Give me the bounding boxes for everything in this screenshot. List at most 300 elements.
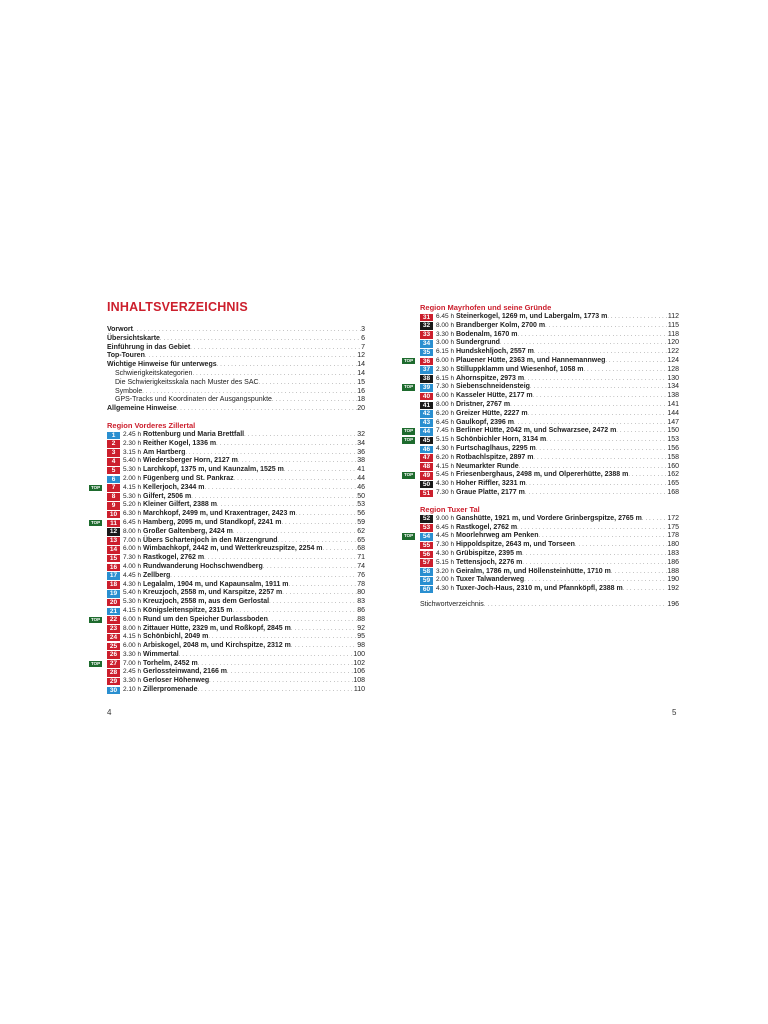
tour-entry[interactable]	[420, 419, 679, 428]
toc-entry-label: Einführung in das Gebiet	[107, 343, 191, 351]
tour-duration: 3.00 h	[436, 339, 455, 347]
top-badge: TOP	[404, 384, 414, 390]
toc-entry[interactable]	[107, 405, 365, 414]
toc-entry-label: Top-Touren	[107, 352, 145, 360]
tour-page: 165	[667, 480, 679, 488]
tour-duration: 2.00 h	[123, 474, 142, 482]
tour-entry[interactable]	[404, 471, 679, 480]
tour-entry[interactable]	[404, 356, 679, 366]
tour-entry[interactable]	[420, 375, 679, 384]
tour-number-badge: 16	[107, 564, 120, 572]
tour-page: 175	[667, 523, 679, 531]
toc-entry-label: Die Schwierigkeitsskala nach Muster des SAC	[115, 378, 259, 386]
tour-duration: 7.00 h	[123, 536, 142, 544]
tour-entry[interactable]	[107, 545, 365, 554]
tour-number-badge: 15	[107, 555, 120, 563]
tour-name: Geiralm, 1786 m, und Höllensteinhütte, 1710 m	[456, 567, 611, 575]
tour-page: 110	[353, 686, 365, 694]
tour-page: 46	[357, 483, 365, 491]
tour-duration: 6.00 h	[123, 545, 142, 553]
tour-number-badge: 38	[420, 375, 433, 383]
tour-page: 128	[667, 365, 679, 373]
tour-duration: 3.20 h	[436, 567, 455, 575]
tour-duration: 3.30 h	[123, 650, 142, 658]
tour-name: Zittauer Hütte, 2329 m, und Roßkopf, 2845 m	[143, 624, 291, 632]
left-page	[91, 300, 365, 695]
tour-number-badge: 19	[107, 590, 120, 598]
tour-duration: 4.15 h	[436, 462, 455, 470]
tour-duration: 8.00 h	[123, 527, 142, 535]
page-number-right: 5	[672, 708, 677, 717]
tour-entry[interactable]	[107, 510, 365, 519]
tour-entry[interactable]	[107, 501, 365, 510]
tour-duration: 2.30 h	[123, 439, 142, 447]
index-entry[interactable]	[420, 601, 679, 610]
tour-entry[interactable]	[420, 339, 679, 348]
tour-entry[interactable]	[107, 589, 365, 598]
tour-number-badge: 8	[107, 493, 120, 501]
front-matter-list	[107, 326, 365, 414]
tour-number-badge: 35	[420, 349, 433, 357]
tour-number-badge: 54	[420, 533, 433, 541]
tour-entry[interactable]	[91, 615, 365, 625]
toc-entry-label: Schwierigkeitskategorien	[115, 369, 193, 377]
region-heading-vorderes-zillertal: Region Vorderes Zillertal	[107, 420, 196, 430]
tour-duration: 5.20 h	[123, 501, 142, 509]
tour-number-badge: 60	[420, 586, 433, 594]
top-badge: TOP	[404, 533, 414, 539]
tour-entry[interactable]	[107, 466, 365, 475]
tour-page: 65	[357, 536, 365, 544]
toc-entry-label: Symbole	[115, 387, 143, 395]
toc-entry[interactable]	[107, 370, 365, 379]
tour-name: Rastkogel, 2762 m	[456, 523, 518, 531]
tour-entry[interactable]	[420, 322, 679, 331]
tour-entry[interactable]	[420, 401, 679, 410]
tour-page: 186	[667, 558, 679, 566]
toc-entry-page: 18	[357, 396, 365, 404]
tour-name: Hundskehljoch, 2557 m	[456, 348, 534, 356]
tour-entry[interactable]	[107, 633, 365, 642]
tour-page: 122	[667, 348, 679, 356]
tour-duration: 6.00 h	[436, 392, 455, 400]
top-badge: TOP	[91, 484, 101, 490]
tour-duration: 8.00 h	[436, 321, 455, 329]
tour-entry[interactable]	[420, 585, 679, 594]
top-badge: TOP	[404, 437, 414, 443]
tour-page: 124	[667, 356, 679, 364]
tour-entry[interactable]	[107, 625, 365, 634]
toc-entry[interactable]	[107, 335, 365, 344]
tour-entry[interactable]	[420, 392, 679, 401]
tour-name: Kreuzjoch, 2558 m, und Karspitze, 2257 m	[143, 589, 283, 597]
tour-number-badge: 33	[420, 331, 433, 339]
tour-page: 108	[353, 677, 365, 685]
tour-name: Zillerpromenade	[143, 686, 198, 694]
tour-duration: 2.00 h	[436, 576, 455, 584]
toc-title: INHALTSVERZEICHNIS	[107, 300, 248, 314]
tour-entry[interactable]	[107, 457, 365, 466]
tour-entry[interactable]	[420, 480, 679, 489]
tour-entry[interactable]	[107, 440, 365, 449]
toc-entry[interactable]	[107, 344, 365, 353]
top-badge: TOP	[404, 357, 414, 363]
tour-page: 180	[667, 541, 679, 549]
tour-number-badge: 40	[420, 393, 433, 401]
tour-name: Gaulkopf, 2396 m	[456, 418, 514, 426]
tour-duration: 3.15 h	[123, 448, 142, 456]
tour-name: Schönbichler Horn, 3134 m	[456, 436, 547, 444]
tour-number-badge: 42	[420, 410, 433, 418]
toc-entry-page: 15	[357, 378, 365, 386]
tour-page: 153	[667, 436, 679, 444]
tour-duration: 8.00 h	[436, 400, 455, 408]
tour-entry[interactable]	[107, 493, 365, 502]
tour-duration: 9.00 h	[436, 514, 455, 522]
tour-entry[interactable]	[91, 483, 365, 493]
tour-page: 160	[667, 462, 679, 470]
tour-page: 86	[357, 606, 365, 614]
tour-duration: 5.40 h	[123, 589, 142, 597]
tour-duration: 4.30 h	[436, 585, 455, 593]
tour-number-badge: 43	[420, 419, 433, 427]
tour-page: 80	[357, 589, 365, 597]
tour-number-badge: 2	[107, 440, 120, 448]
tour-entry[interactable]	[404, 532, 679, 541]
tour-page: 120	[667, 339, 679, 347]
index-page: 196	[667, 600, 679, 608]
tour-duration: 4.30 h	[123, 580, 142, 588]
tour-duration: 3.30 h	[436, 330, 455, 338]
tour-duration: 6.45 h	[123, 518, 142, 526]
tour-page: 76	[357, 571, 365, 579]
tour-number-badge: 56	[420, 551, 433, 559]
tour-number-badge: 3	[107, 449, 120, 457]
tour-number-badge: 50	[420, 481, 433, 489]
tour-number-badge: 46	[420, 446, 433, 454]
tour-duration: 2.30 h	[436, 365, 455, 373]
tour-duration: 4.15 h	[123, 483, 142, 491]
tour-duration: 4.15 h	[123, 606, 142, 614]
tour-number-badge: 24	[107, 634, 120, 642]
tour-entry[interactable]	[420, 410, 679, 419]
tour-entry[interactable]	[404, 383, 679, 392]
tour-page: 78	[357, 580, 365, 588]
tour-duration: 7.30 h	[436, 383, 455, 391]
tour-number-badge: 41	[420, 402, 433, 410]
tour-entry[interactable]	[107, 642, 365, 651]
tour-number-badge: 18	[107, 581, 120, 589]
tour-number-badge: 48	[420, 463, 433, 471]
tour-entry[interactable]	[420, 348, 679, 357]
tour-entry[interactable]	[107, 598, 365, 607]
tour-number-badge: 39	[420, 384, 433, 392]
tour-page: 34	[357, 439, 365, 447]
tour-name: Rund um den Speicher Durlassboden	[143, 615, 268, 623]
tour-entry[interactable]	[420, 550, 679, 559]
tour-number-badge: 27	[107, 660, 120, 668]
tour-name: Wimmertal	[143, 650, 179, 658]
tour-duration: 5.15 h	[436, 558, 455, 566]
toc-entry[interactable]	[107, 379, 365, 388]
tour-page: 188	[667, 567, 679, 575]
tour-name: Wimbachkopf, 2442 m, und Wetterkreuzspitze, 2254 m	[143, 545, 323, 553]
toc-entry-page: 6	[361, 334, 365, 342]
tour-page: 62	[357, 527, 365, 535]
top-badge: TOP	[91, 519, 101, 525]
tour-number-badge: 36	[420, 358, 433, 366]
tour-entry[interactable]	[404, 436, 679, 445]
tour-name: Tuxer-Joch-Haus, 2310 m, und Pfannköpfl, 2388 m	[456, 585, 623, 593]
tour-page: 158	[667, 453, 679, 461]
tour-name: Graue Platte, 2177 m	[456, 488, 525, 496]
tour-name: Plauener Hütte, 2363 m, und Hannemannweg	[456, 356, 606, 364]
toc-entry[interactable]	[107, 326, 365, 335]
tour-duration: 7.45 h	[436, 427, 455, 435]
tour-name: Rottenburg und Maria Brettfall	[143, 430, 245, 438]
tour-name: Larchkopf, 1375 m, und Kaunzalm, 1525 m	[143, 466, 284, 474]
tour-entry[interactable]	[107, 563, 365, 572]
region-heading-mayrhofen: Region Mayrhofen und seine Gründe	[420, 303, 552, 312]
tour-duration: 6.30 h	[123, 510, 142, 518]
toc-entry-label: Allgemeine Hinweise	[107, 405, 177, 413]
tour-duration: 8.00 h	[123, 624, 142, 632]
toc-entry-page: 16	[357, 387, 365, 395]
tour-entry[interactable]	[107, 431, 365, 440]
tour-entry[interactable]	[91, 518, 365, 528]
tour-page: 144	[667, 409, 679, 417]
tour-entry[interactable]	[107, 677, 365, 686]
tour-number-badge: 47	[420, 454, 433, 462]
toc-entry[interactable]	[107, 396, 365, 405]
tour-number-badge: 58	[420, 568, 433, 576]
tour-page: 141	[667, 400, 679, 408]
tour-name: Hoher Riffler, 3231 m	[456, 480, 526, 488]
tour-page: 38	[357, 457, 365, 465]
tour-entry[interactable]	[420, 576, 679, 585]
tour-number-badge: 31	[420, 314, 433, 322]
tour-page: 71	[357, 554, 365, 562]
tour-duration: 6.15 h	[436, 374, 455, 382]
tour-number-badge: 53	[420, 524, 433, 532]
tour-duration: 5.15 h	[436, 436, 455, 444]
tour-name: Stilluppklamm und Wiesenhof, 1058 m	[456, 365, 584, 373]
tour-page: 130	[667, 374, 679, 382]
tour-entry[interactable]	[420, 366, 679, 375]
tour-duration: 6.00 h	[123, 642, 142, 650]
toc-entry[interactable]	[107, 352, 365, 361]
toc-entry-page: 14	[357, 361, 365, 369]
tour-name: Dristner, 2767 m	[456, 400, 511, 408]
tour-name: Schönbichl, 2049 m	[143, 633, 209, 641]
tour-name: Kreuzjoch, 2558 m, aus dem Gerlostal	[143, 598, 270, 606]
tour-entry[interactable]	[91, 659, 365, 669]
tour-page: 150	[667, 427, 679, 435]
tour-duration: 4.30 h	[436, 549, 455, 557]
tour-number-badge: 34	[420, 340, 433, 348]
tour-number-badge: 22	[107, 616, 120, 624]
tour-page: 53	[357, 501, 365, 509]
tour-entry[interactable]	[420, 331, 679, 340]
tour-duration: 5.30 h	[123, 492, 142, 500]
tour-name: Gerloser Höhenweg	[143, 677, 210, 685]
tour-name: Moorlehrweg am Penken	[456, 532, 539, 540]
tour-number-badge: 28	[107, 669, 120, 677]
tour-entry[interactable]	[420, 515, 679, 524]
tour-name: Torhelm, 2452 m	[143, 659, 198, 667]
tour-duration: 3.30 h	[123, 677, 142, 685]
tour-number-badge: 20	[107, 599, 120, 607]
toc-entry[interactable]	[107, 361, 365, 370]
tour-entry[interactable]	[107, 554, 365, 563]
tour-name: Sundergrund	[456, 339, 500, 347]
tour-name: Berliner Hütte, 2042 m, und Schwarzsee, 2472 m	[456, 427, 617, 435]
tour-entry[interactable]	[420, 313, 679, 322]
tour-name: Rundwanderung Hochschwendberg	[143, 562, 263, 570]
tour-name: Großer Galtenberg, 2424 m	[143, 527, 233, 535]
tour-number-badge: 44	[420, 428, 433, 436]
tour-number-badge: 23	[107, 625, 120, 633]
tour-page: 183	[667, 549, 679, 557]
tour-name: Übers Schartenjoch in den Märzengrund	[143, 536, 278, 544]
tour-number-badge: 13	[107, 537, 120, 545]
tour-entry[interactable]	[420, 559, 679, 568]
tour-list-left	[91, 430, 365, 695]
tour-name: Kellerjoch, 2344 m	[143, 483, 205, 491]
tour-number-badge: 29	[107, 678, 120, 686]
tour-entry[interactable]	[420, 445, 679, 454]
tour-duration: 6.20 h	[436, 409, 455, 417]
tour-entry[interactable]	[107, 686, 365, 695]
tour-entry[interactable]	[107, 607, 365, 616]
tour-name: Ganshütte, 1921 m, und Vordere Grinbergspitze, 2765 m	[456, 514, 642, 522]
tour-entry[interactable]	[107, 537, 365, 546]
tour-duration: 4.45 h	[436, 532, 455, 540]
toc-entry[interactable]	[107, 388, 365, 397]
top-badge: TOP	[91, 616, 101, 622]
toc-entry-page: 7	[361, 343, 365, 351]
tour-entry[interactable]	[107, 528, 365, 537]
tour-page: 134	[667, 383, 679, 391]
tour-duration: 6.45 h	[436, 523, 455, 531]
tour-number-badge: 6	[107, 476, 120, 484]
tour-number-badge: 32	[420, 322, 433, 330]
tour-name: Königsleitenspitze, 2315 m	[143, 606, 233, 614]
tour-number-badge: 5	[107, 467, 120, 475]
tour-entry[interactable]	[420, 489, 679, 498]
tour-duration: 5.30 h	[123, 598, 142, 606]
tour-number-badge: 37	[420, 366, 433, 374]
tour-entry[interactable]	[107, 572, 365, 581]
tour-name: Rotbachlspitze, 2897 m	[456, 453, 534, 461]
tour-number-badge: 4	[107, 458, 120, 466]
tour-entry[interactable]	[420, 541, 679, 550]
tour-entry[interactable]	[107, 651, 365, 660]
tour-name: Fügenberg und St. Pankraz	[143, 474, 234, 482]
tour-number-badge: 30	[107, 687, 120, 695]
top-badge: TOP	[404, 428, 414, 434]
index-label: Stichwortverzeichnis	[420, 600, 484, 608]
tour-duration: 6.45 h	[436, 313, 455, 320]
tour-entry[interactable]	[420, 524, 679, 533]
tour-duration: 7.30 h	[436, 541, 455, 549]
tour-list-mayrhofen	[404, 313, 679, 498]
tour-name: Brandberger Kolm, 2700 m	[456, 321, 546, 329]
toc-entry-page: 3	[361, 326, 365, 333]
tour-name: Furtschaglhaus, 2295 m	[456, 444, 536, 452]
tour-duration: 7.30 h	[123, 554, 142, 562]
tour-name: Ahornspitze, 2973 m	[456, 374, 525, 382]
tour-number-badge: 1	[107, 432, 120, 440]
tour-page: 32	[357, 430, 365, 438]
tour-name: Tettensjoch, 2276 m	[456, 558, 523, 566]
tour-duration: 4.30 h	[436, 480, 455, 488]
toc-entry-page: 20	[357, 405, 365, 413]
tour-duration: 5.45 h	[436, 471, 455, 479]
tour-duration: 4.45 h	[123, 571, 142, 579]
toc-entry-label: Wichtige Hinweise für unterwegs	[107, 361, 217, 369]
tour-entry[interactable]	[107, 581, 365, 590]
tour-number-badge: 17	[107, 572, 120, 580]
tour-page: 168	[667, 488, 679, 496]
tour-duration: 5.30 h	[123, 466, 142, 474]
tour-page: 162	[667, 471, 679, 479]
tour-name: Friesenberghaus, 2498 m, und Olpererhütte, 2388 m	[456, 471, 629, 479]
tour-entry[interactable]	[107, 668, 365, 677]
tour-number-badge: 57	[420, 559, 433, 567]
tour-page: 100	[353, 650, 365, 658]
tour-name: Reither Kogel, 1336 m	[143, 439, 217, 447]
tour-number-badge: 9	[107, 502, 120, 510]
tour-page: 41	[357, 466, 365, 474]
tour-page: 88	[357, 615, 365, 623]
tour-page: 59	[357, 518, 365, 526]
tour-page: 74	[357, 562, 365, 570]
tour-number-badge: 21	[107, 608, 120, 616]
tour-duration: 2.10 h	[123, 686, 142, 694]
tour-page: 92	[357, 624, 365, 632]
tour-duration: 2.45 h	[123, 430, 142, 438]
tour-name: Grübispitze, 2395 m	[456, 549, 523, 557]
tour-entry[interactable]	[420, 568, 679, 577]
tour-page: 95	[357, 633, 365, 641]
tour-duration: 6.00 h	[436, 356, 455, 364]
tour-name: Legalalm, 1904 m, und Kapaunsalm, 1911 m	[143, 580, 289, 588]
tour-entry[interactable]	[420, 463, 679, 472]
tour-page: 102	[353, 659, 365, 667]
toc-entry-label: GPS-Tracks und Koordinaten der Ausgangspunkte	[115, 396, 272, 404]
tour-number-badge: 7	[107, 484, 120, 492]
tour-number-badge: 59	[420, 577, 433, 585]
tour-name: Wiedersberger Horn, 2127 m	[143, 457, 238, 465]
tour-page: 192	[667, 585, 679, 593]
tour-number-badge: 14	[107, 546, 120, 554]
tour-page: 56	[357, 510, 365, 518]
tour-name: Tuxer Talwanderweg	[456, 576, 525, 584]
tour-entry[interactable]	[107, 449, 365, 458]
tour-name: Kleiner Gilfert, 2388 m	[143, 501, 217, 509]
tour-duration: 4.30 h	[436, 444, 455, 452]
tour-page: 36	[357, 448, 365, 456]
tour-page: 112	[667, 313, 679, 320]
tour-entry[interactable]	[404, 427, 679, 436]
tour-duration: 7.00 h	[123, 659, 142, 667]
tour-entry[interactable]	[107, 475, 365, 484]
tour-page: 83	[357, 598, 365, 606]
tour-page: 172	[667, 514, 679, 522]
top-badge: TOP	[404, 472, 414, 478]
tour-entry[interactable]	[420, 454, 679, 463]
